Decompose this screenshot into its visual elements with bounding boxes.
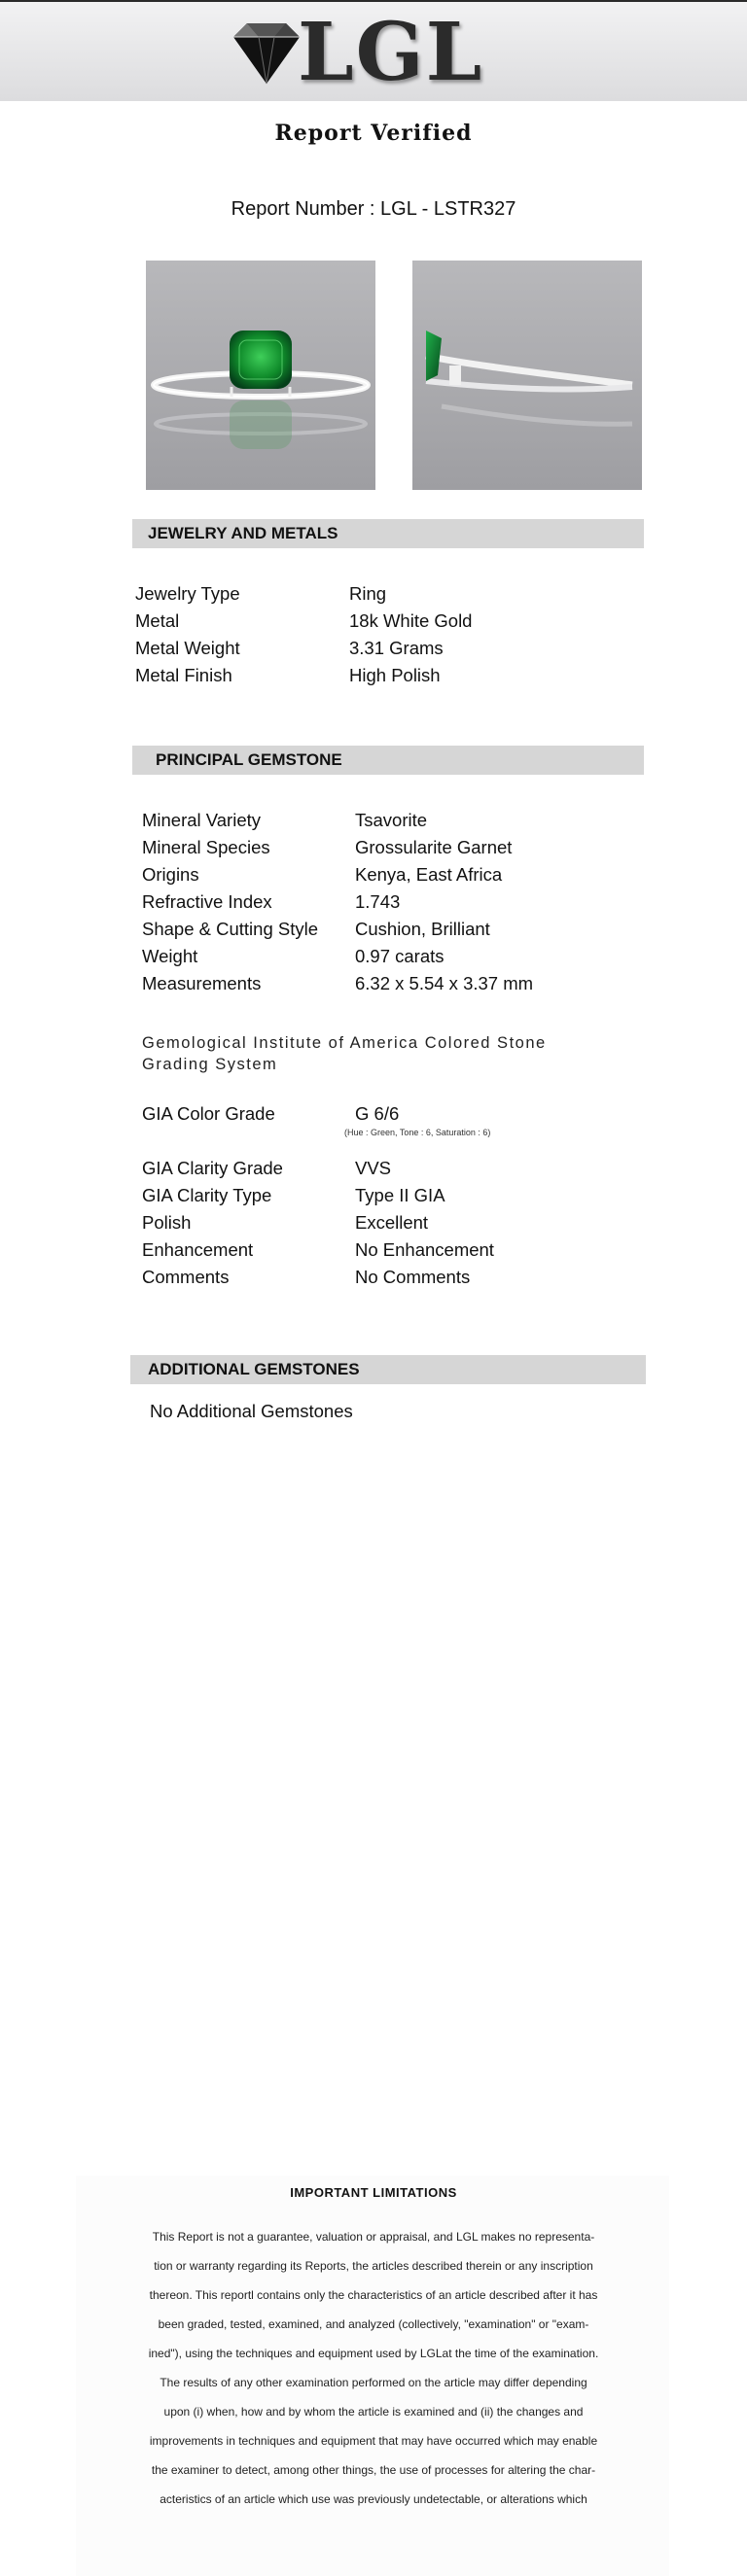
row-label: Enhancement [142, 1239, 254, 1260]
row-value: 6.32 x 5.54 x 3.37 mm [355, 973, 534, 993]
row-label: Metal Finish [135, 665, 232, 685]
ring-photo-top-icon [146, 261, 375, 490]
limitations-line: improvements in techniques and equipment that may have occurred which may enable [149, 2434, 598, 2448]
row-label: Shape & Cutting Style [142, 919, 318, 939]
row-label: Metal [135, 610, 180, 631]
row-label: Mineral Variety [142, 810, 262, 830]
row-value: 18k White Gold [349, 610, 473, 631]
principal-section-header: PRINCIPAL GEMSTONE [132, 746, 644, 775]
row-value: Type II GIA [355, 1185, 445, 1205]
row-value: Excellent [355, 1212, 429, 1233]
row-value: 1.743 [355, 891, 401, 912]
row-value: 0.97 carats [355, 946, 445, 966]
row-value: G 6/6 [355, 1103, 400, 1124]
row-value: High Polish [349, 665, 441, 685]
jewelry-section-header: JEWELRY AND METALS [132, 519, 644, 548]
row-label: Refractive Index [142, 891, 272, 912]
row-label: Measurements [142, 973, 262, 993]
logo-text: LGL [298, 6, 484, 99]
lgl-logo [228, 6, 484, 99]
color-grade-note: (Hue : Green, Tone : 6, Saturation : 6) [344, 1128, 491, 1137]
row-value: VVS [355, 1158, 392, 1178]
row-value: 3.31 Grams [349, 638, 444, 658]
row-value: Tsavorite [355, 810, 428, 830]
ring-photo-top [146, 261, 375, 490]
row-label: GIA Color Grade [142, 1103, 275, 1124]
limitations-line: been graded, tested, examined, and analyzed (collectively, "examination" or "exam- [158, 2317, 589, 2331]
limitations-line: ined"), using the techniques and equipment used by LGLat the time of the examination. [148, 2347, 599, 2360]
limitations-line: tion or warranty regarding its Reports, the articles described therein or any inscription [154, 2259, 593, 2273]
gia-grading-system-heading: Gemological Institute of America Colored Stone Grading System [142, 1034, 547, 1073]
row-label: Polish [142, 1212, 192, 1233]
row-label: Weight [142, 946, 198, 966]
additional-section-header: ADDITIONAL GEMSTONES [130, 1355, 646, 1384]
row-label: GIA Clarity Type [142, 1185, 272, 1205]
report-number: Report Number : LGL - LSTR327 [231, 198, 516, 220]
row-value: No Comments [355, 1267, 471, 1287]
row-value: No Enhancement [355, 1239, 494, 1260]
row-label: Jewelry Type [135, 583, 240, 604]
limitations-line: The results of any other examination performed on the article may differ depending [160, 2376, 587, 2389]
row-value: Ring [349, 583, 387, 604]
row-label: Mineral Species [142, 837, 270, 857]
ring-photo-side [412, 261, 642, 490]
row-label: Comments [142, 1267, 230, 1287]
row-value: Kenya, East Africa [355, 864, 503, 885]
page-title: Report Verified [274, 121, 473, 146]
row-value: Grossularite Garnet [355, 837, 513, 857]
row-label: Origins [142, 864, 199, 885]
row-label: Metal Weight [135, 638, 240, 658]
row-value: Cushion, Brilliant [355, 919, 490, 939]
row-label: No Additional Gemstones [150, 1401, 353, 1421]
limitations-line: acteristics of an article which use was previously undetectable, or alterations which [160, 2492, 587, 2506]
limitations-heading: IMPORTANT LIMITATIONS [290, 2185, 457, 2200]
limitations-line: the examiner to detect, among other things, the use of processes for altering the char- [151, 2463, 596, 2477]
limitations-line: This Report is not a guarantee, valuation or appraisal, and LGL makes no representa- [152, 2230, 595, 2244]
row-label: GIA Clarity Grade [142, 1158, 283, 1178]
limitations-line: thereon. This reportl contains only the characteristics of an article described after it has [149, 2288, 598, 2302]
limitations-line: upon (i) when, how and by whom the article is examined and (ii) the changes and [163, 2405, 584, 2419]
ring-photo-side-icon [412, 261, 642, 490]
diamond-icon [228, 16, 305, 93]
